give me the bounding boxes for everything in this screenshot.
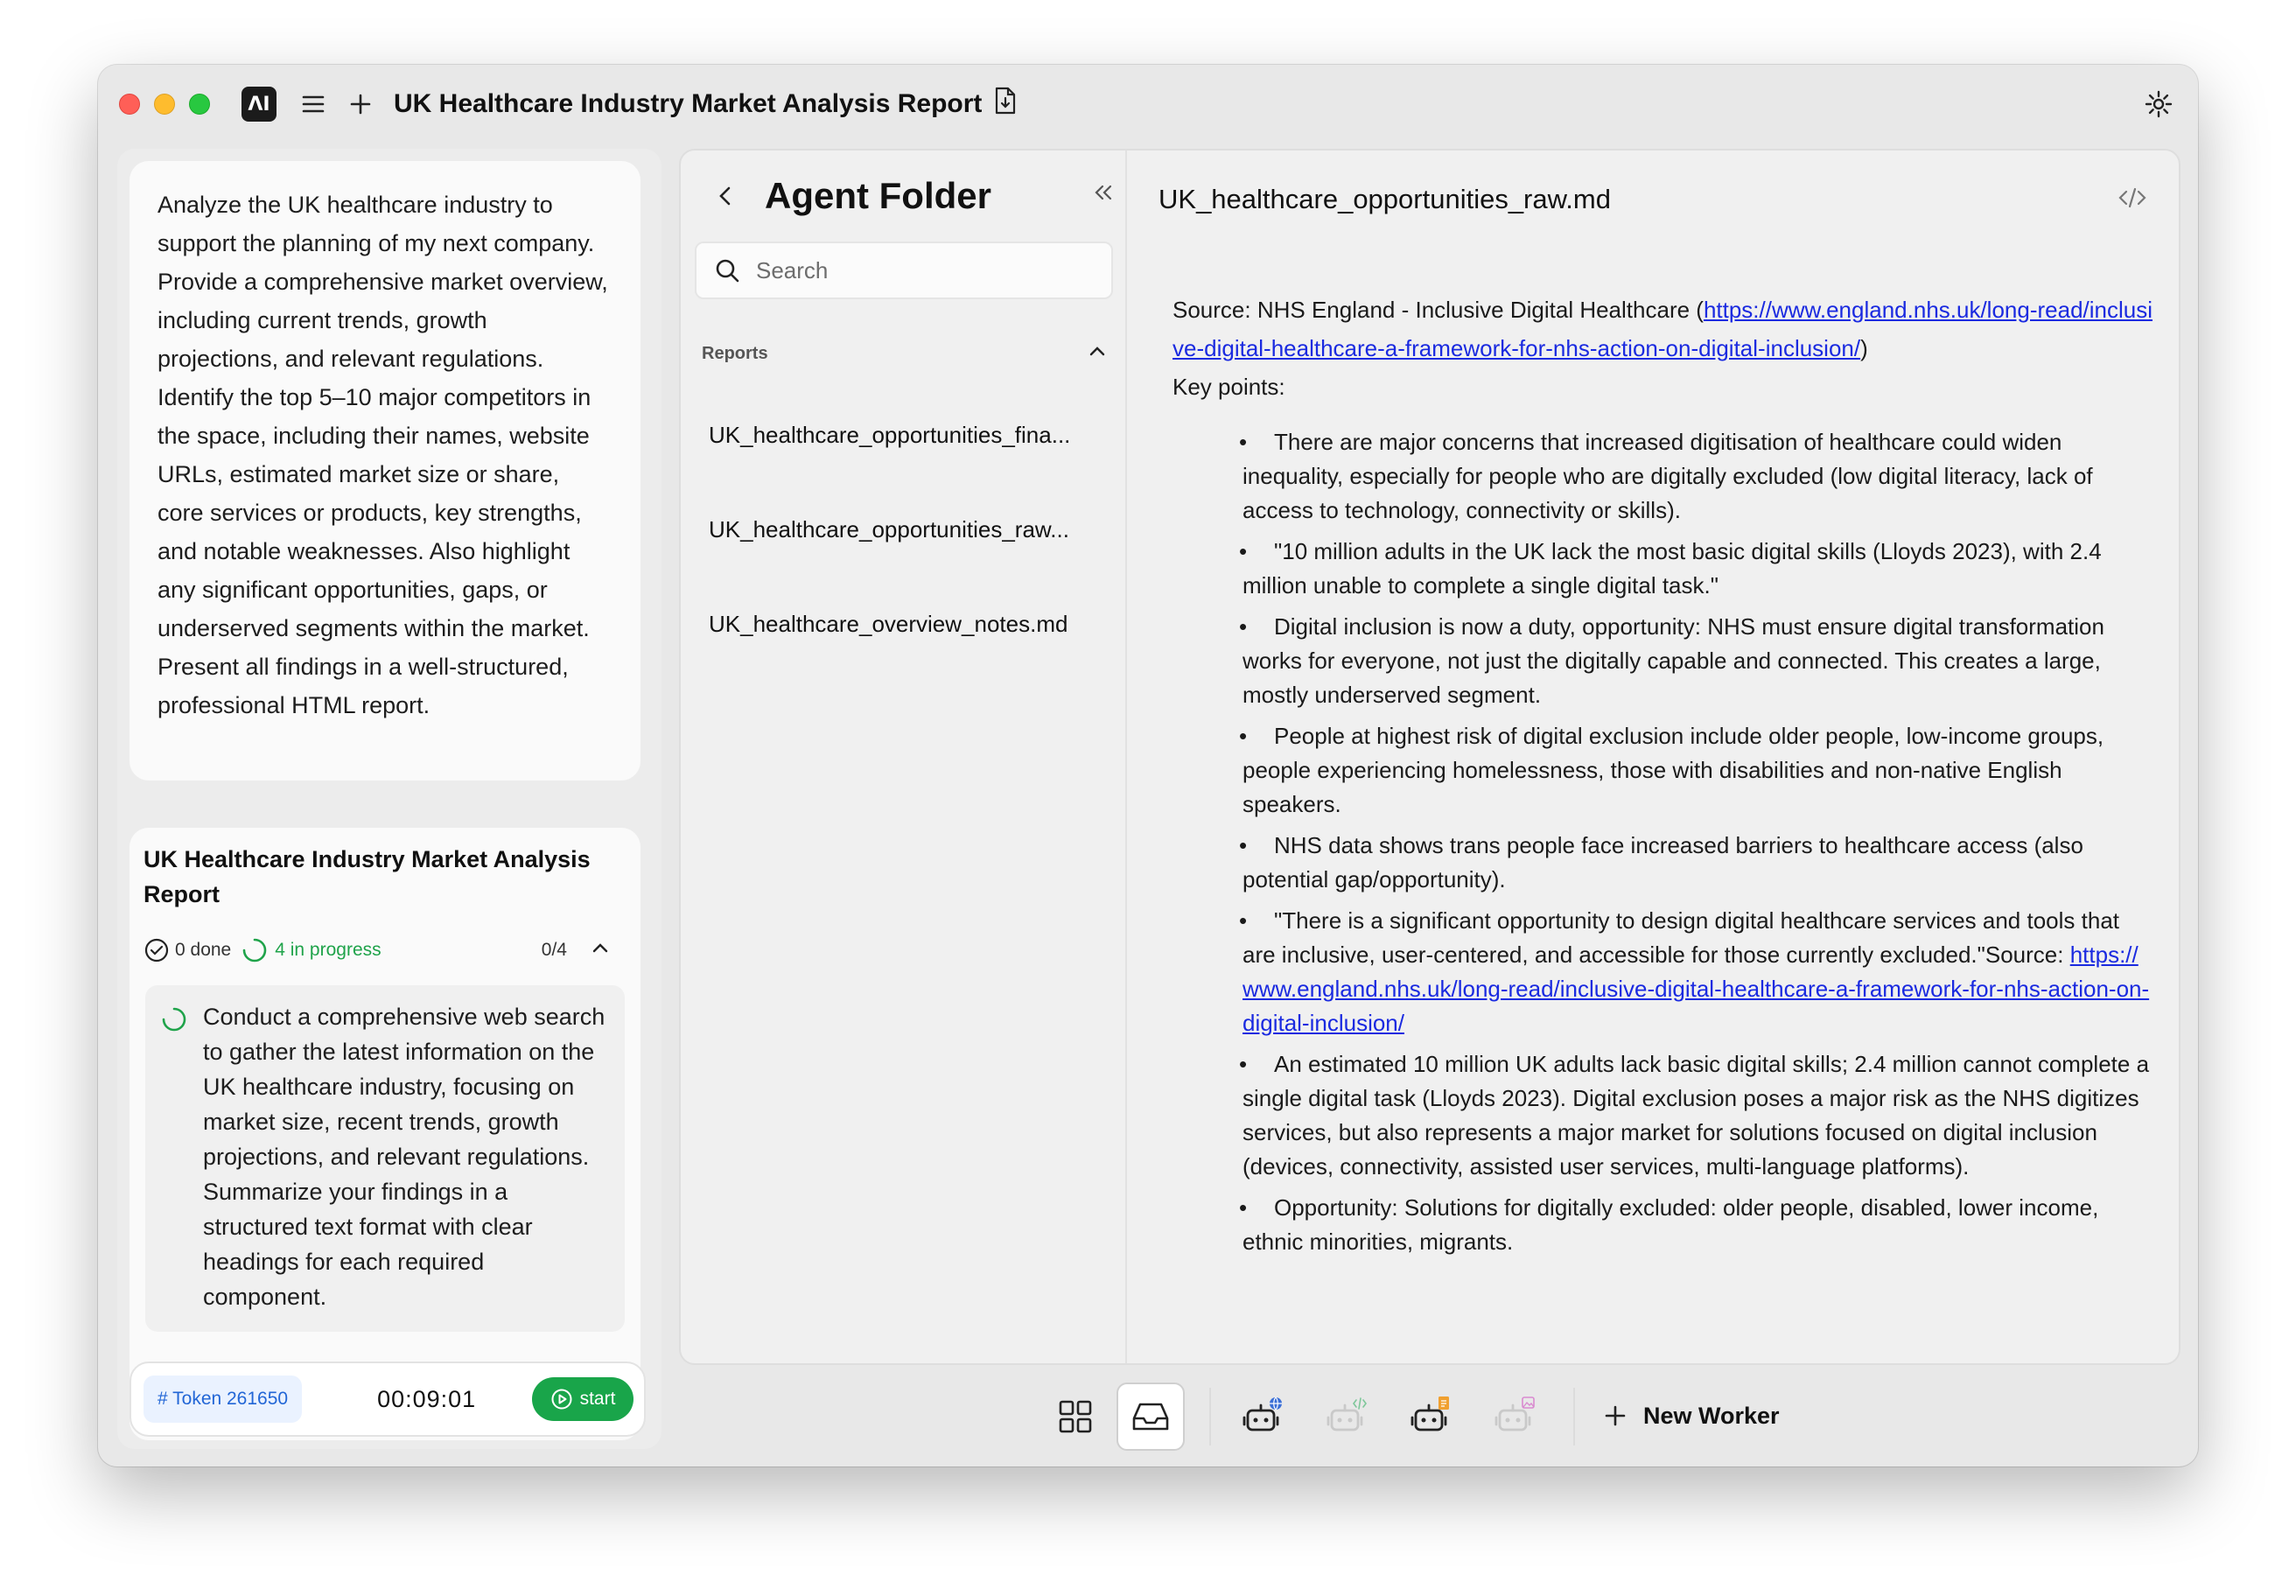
robot-globe-icon: [1241, 1395, 1284, 1438]
source-line: [1172, 290, 2152, 368]
toolbar-divider: [1573, 1388, 1575, 1446]
key-points-label: Key points:: [1172, 374, 1285, 400]
source-link[interactable]: https://www.england.nhs.uk/long-read/inclusive-digital-healthcare-a-framework-for-nhs-action-on-digital-inclusion/: [1172, 297, 2153, 361]
source-suffix: ): [1860, 335, 1868, 361]
task-count: 0/4: [541, 940, 567, 960]
list-item: • There are major concerns that increased digitisation of healthcare could widen inequality, especially for people who are digitally excluded (low digital literacy, lack of access to technology, connectivity or skills).: [1242, 425, 2152, 528]
file-viewer-title: UK_healthcare_opportunities_raw.md: [1158, 184, 1611, 214]
check-circle-icon: [144, 937, 170, 963]
run-timer: 00:09:01: [377, 1385, 477, 1412]
inbox-icon: [1130, 1399, 1171, 1434]
progress-label: 4 in progress: [275, 940, 382, 960]
close-window-button[interactable]: [119, 94, 140, 115]
list-item: • NHS data shows trans people face increased barriers to healthcare access (also potential gap/opportunity).: [1242, 829, 2152, 897]
file-item-opportunities-final[interactable]: UK_healthcare_opportunities_fina...: [709, 422, 1071, 448]
subtask-item[interactable]: [145, 985, 625, 1332]
task-title: UK Healthcare Industry Market Analysis Report: [144, 846, 591, 907]
new-worker-button[interactable]: [1603, 1390, 1780, 1442]
settings-gear-icon[interactable]: [2140, 86, 2177, 122]
markdown-body: [1172, 290, 2152, 1266]
grid-view-button[interactable]: [1041, 1382, 1110, 1451]
window-title: [394, 87, 1017, 122]
developer-agent-button[interactable]: [1312, 1382, 1381, 1451]
toolbar-divider: [1209, 1388, 1211, 1446]
app-window: [98, 65, 2198, 1466]
list-item: • An estimated 10 million UK adults lack basic digital skills; 2.4 million cannot complete a single digital task (Lloyds 2023). Digital exclusion poses a major risk as the NHS digitizes services, but also represents a major market for solutions focused on digital inclusion (devices, connectivity, assisted user services, multi-language platforms).: [1242, 1047, 2152, 1184]
window-title-text: UK Healthcare Industry Market Analysis Report: [394, 89, 983, 118]
window-controls: [119, 94, 210, 115]
chevron-up-icon[interactable]: [590, 938, 611, 964]
maximize-window-button[interactable]: [189, 94, 210, 115]
grid-icon: [1057, 1398, 1094, 1435]
search-box[interactable]: [695, 242, 1113, 299]
file-viewer: [1127, 150, 2179, 1363]
title-bar: [98, 65, 2198, 144]
plus-icon: [1603, 1404, 1628, 1428]
app-logo: ΛI: [242, 87, 276, 122]
new-worker-label: New Worker: [1643, 1402, 1780, 1429]
agent-folder-pane: [681, 150, 1127, 1363]
start-label: start: [579, 1389, 616, 1409]
subtask-spinner-icon: [161, 1006, 187, 1042]
done-status: [144, 937, 231, 963]
robot-code-icon: [1325, 1395, 1368, 1438]
done-label: 0 done: [175, 940, 232, 960]
subtask-text: Conduct a comprehensive web search to gather the latest information on the UK healthcare industry, focusing on market size, recent trends, growth projections, and relevant regulations. Summarize your findings in a structured text format with clear headings for each required component.: [203, 1004, 606, 1310]
document-agent-button[interactable]: [1396, 1382, 1465, 1451]
folder-title: Agent Folder: [765, 175, 991, 216]
minimize-window-button[interactable]: [154, 94, 175, 115]
reports-section-header[interactable]: [702, 336, 1116, 371]
user-prompt-text: Analyze the UK healthcare industry to support the planning of my next company. Provide a comprehensive market overview, including current trends, growth projections, and relevant regulations. Identify the top 5–10 major competitors in the space, including their names, website URLs, estimated market size or share, core services or products, key strengths, and notable weaknesses. Also highlight any significant opportunities, gaps, or underserved segments within the market. Present all findings in a well-structured, professional HTML report.: [158, 192, 608, 718]
search-input[interactable]: [756, 257, 1088, 284]
user-prompt-card: [130, 161, 640, 780]
list-item: [1242, 904, 2152, 1040]
code-view-icon[interactable]: [2118, 186, 2147, 214]
task-status-row: [144, 934, 623, 966]
search-icon: [714, 257, 740, 284]
reports-section-label: Reports: [702, 343, 768, 363]
export-file-icon[interactable]: [994, 87, 1017, 122]
workspace-panel: [679, 149, 2180, 1365]
menu-icon[interactable]: [298, 88, 329, 120]
new-task-icon[interactable]: [345, 88, 376, 120]
section-chevron-up-icon[interactable]: [1087, 341, 1108, 368]
bullet-text: "There is a significant opportunity to design digital healthcare services and tools that are inclusive, user-centered, and accessible for those currently excluded."Source:: [1242, 907, 2119, 968]
back-chevron-icon[interactable]: [712, 183, 738, 209]
progress-status: [242, 937, 381, 963]
task-card: [130, 828, 640, 1440]
folder-header: [712, 170, 1115, 222]
source-prefix: Source: NHS England - Inclusive Digital Healthcare (: [1172, 297, 1704, 323]
search-agent-button[interactable]: [1228, 1382, 1297, 1451]
token-badge: # Token 261650: [144, 1376, 302, 1423]
collapse-double-chevron-icon[interactable]: [1092, 182, 1115, 207]
bullet-source-link[interactable]: https://www.england.nhs.uk/long-read/inclusive-digital-healthcare-a-framework-for-nhs-action-on-digital-inclusion/: [1242, 942, 2150, 1036]
list-item: • Opportunity: Solutions for digitally excluded: older people, disabled, lower income, ethnic minorities, migrants.: [1242, 1191, 2152, 1259]
list-item: • People at highest risk of digital exclusion include older people, low-income groups, people experiencing homelessness, those with disabilities and non-native English speakers.: [1242, 719, 2152, 822]
file-item-overview-notes[interactable]: UK_healthcare_overview_notes.md: [709, 611, 1068, 637]
key-points-list: [1242, 425, 2152, 1259]
robot-document-icon: [1409, 1395, 1452, 1438]
spinner-icon: [242, 937, 268, 963]
list-item: • Digital inclusion is now a duty, opportunity: NHS must ensure digital transformation works for everyone, not just the digitally capable and connected. This creates a large, mostly underserved segment.: [1242, 610, 2152, 712]
inbox-button[interactable]: [1116, 1382, 1185, 1451]
file-item-opportunities-raw[interactable]: UK_healthcare_opportunities_raw...: [709, 516, 1069, 542]
chat-column: [117, 149, 662, 1449]
bottom-toolbar: [98, 1368, 2198, 1465]
list-item: • "10 million adults in the UK lack the most basic digital skills (Lloyds 2023), with 2.4 million unable to complete a single digital task.": [1242, 535, 2152, 603]
robot-image-icon: [1493, 1395, 1536, 1438]
media-agent-button[interactable]: [1480, 1382, 1549, 1451]
